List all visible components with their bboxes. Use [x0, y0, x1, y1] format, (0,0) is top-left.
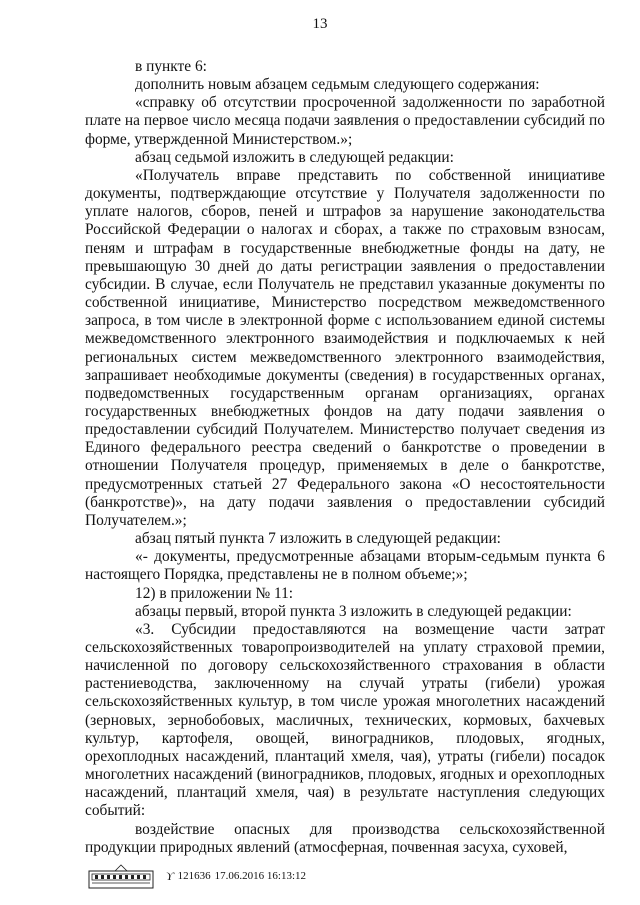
paragraph: «справку об отсутствии просроченной задолженности по заработной плате на первое число месяца подачи заявления о предоставлении субсидий по форме, утвержденной Министерством.»; [85, 94, 605, 148]
document-number: 121636 [177, 870, 211, 882]
paragraph: «Получатель вправе представить по собственной инициативе документы, подтверждающие отсутствие у Получателя задолженности по уплате налогов, сборов, пеней и штрафов за нарушение законодательства Российской Федерации о налогах и сборах, а также по страховым взносам, пеням и штрафам в государственные внебюджетные фонды на дату, не превышающую 30 дней до даты регистрации заявления о предоставлении субсидии. В случае, если Получатель не представил указанные документы по собственной инициативе, Министерство посредством межведомственного запроса, в том числе в электронной форме с использованием единой системы межведомственного электронного взаимодействия и подключаемых к ней региональных систем межведомственного электронного взаимодействия, запрашивает необходимые документы (сведения) в государственных органах, подведомственных государственным органам организациях, органах государственных внебюджетных фондов на дату подачи заявления о предоставлении субсидий Получателем. Министерство получает сведения из Единого федерального реестра сведений о банкротстве о проведении в отношении Получателя процедур, применяемых в деле о банкротстве, предусмотренных статьей 27 Федерального закона «О несостоятельности (банкротстве)», на дату подачи заявления о предоставлении субсидий Получателем.»; [85, 166, 605, 529]
signature-mark: ϒ [166, 868, 174, 883]
paragraph: «- документы, предусмотренные абзацами вторым-седьмым пункта 6 настоящего Порядка, представлены не в полном объеме;»; [85, 548, 605, 584]
registry-stamp-icon [88, 863, 154, 889]
paragraph: «3. Субсидии предоставляются на возмещение части затрат сельскохозяйственных товаропроизводителей на уплату страховой премии, начисленной по договору сельскохозяйственного страхования в области растениеводства, заключенному на случай утраты (гибели) урожая сельскохозяйственных культур, в том числе урожая многолетних насаждений (зерновых, зернобобовых, масличных, технических, кормовых, бахчевых культур, картофеля, овощей, виноградников, плодовых, ягодных, орехоплодных насаждений, плантаций хмеля, чая), утраты (гибели) посадок многолетних насаждений (виноградников, плодовых, ягодных и орехоплодных насаждений, плантаций хмеля, чая) в результате наступления следующих событий: [85, 620, 605, 820]
paragraph: 12) в приложении № 11: [135, 584, 294, 602]
paragraph: абзац пятый пункта 7 изложить в следующей редакции: [135, 530, 501, 548]
paragraph: абзац седьмой изложить в следующей редакции: [135, 148, 454, 166]
paragraph: воздействие опасных для производства сельскохозяйственной продукции природных явлений (атмосферная, почвенная засуха, суховей, [85, 820, 605, 856]
footer [88, 862, 306, 890]
paragraph: дополнить новым абзацем седьмым следующего содержания: [135, 76, 540, 94]
paragraph: абзацы первый, второй пункта 3 изложить в следующей редакции: [135, 602, 572, 620]
paragraph: в пункте 6: [135, 58, 207, 75]
page-number: 13 [312, 16, 328, 32]
registration-datetime: 17.06.2016 16:13:12 [214, 870, 307, 882]
registration-info [166, 869, 306, 884]
document-body [85, 58, 605, 857]
